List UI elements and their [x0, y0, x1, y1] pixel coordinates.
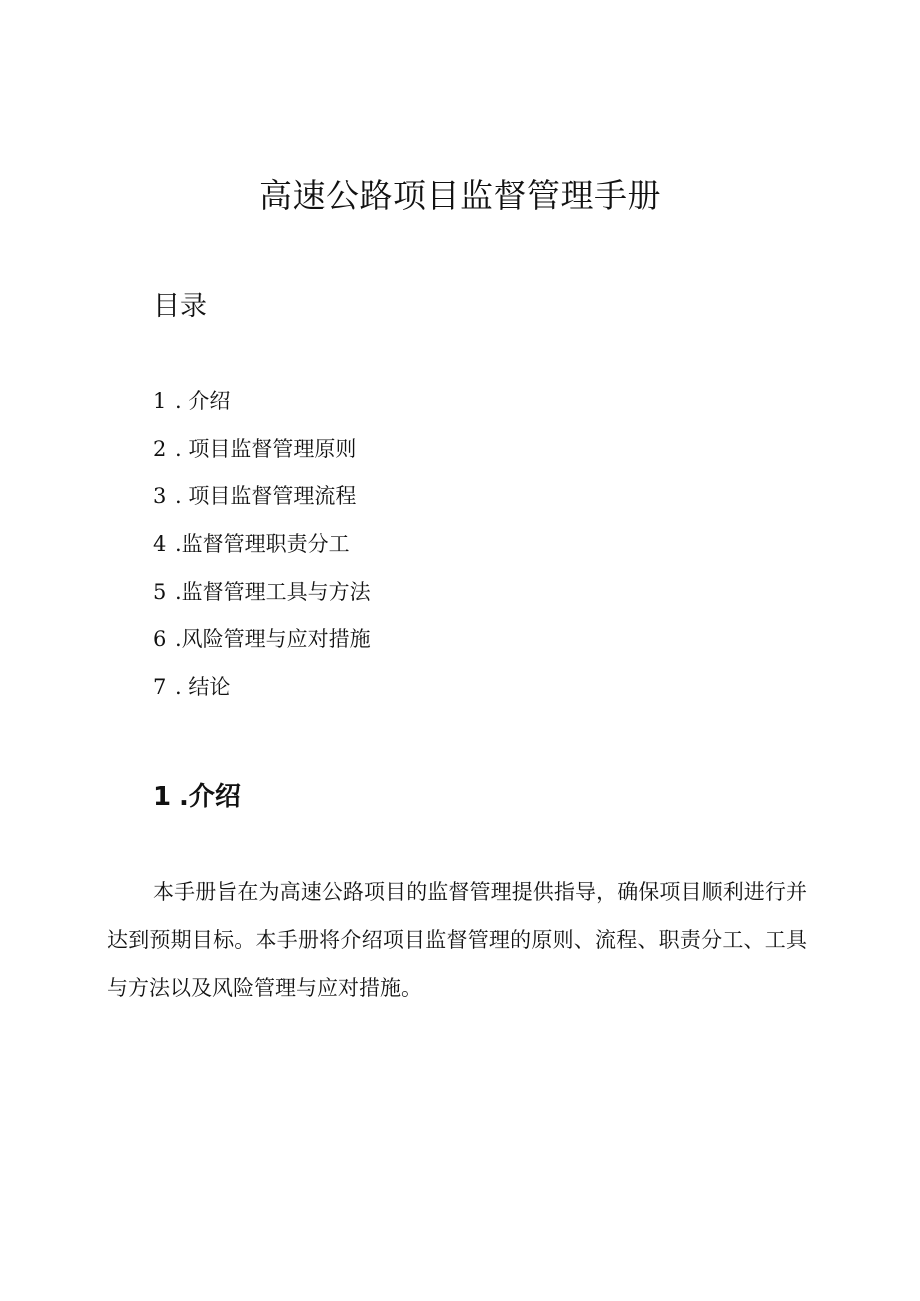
toc-item-risk-management [153, 622, 371, 670]
toc-item-label: .风险管理与应对措施 [175, 627, 371, 652]
toc-heading: 目录 [153, 291, 207, 322]
toc-item-number: 3 [153, 484, 167, 509]
toc-item-label: . 介绍 [175, 389, 231, 413]
table-of-contents [153, 384, 371, 718]
toc-item-tools-methods [153, 575, 371, 623]
toc-item-number: 5 [153, 579, 167, 604]
toc-item-label: . 项目监督管理原则 [175, 436, 357, 461]
toc-item-label: . 项目监督管理流程 [175, 484, 357, 509]
toc-item-number: 2 [153, 436, 167, 461]
toc-item-number: 6 [153, 627, 167, 652]
toc-item-principles [153, 432, 371, 480]
section-number: 1 [153, 782, 172, 812]
section-title: .介绍 [179, 782, 241, 812]
document-title: 高速公路项目监督管理手册 [259, 176, 661, 215]
toc-item-label: .监督管理工具与方法 [175, 579, 371, 604]
section-body-introduction: 本手册旨在为高速公路项目的监督管理提供指导，确保项目顺利进行并达到预期目标。本手册将介绍项目监督管理的原则、流程、职责分工、工具与方法以及风险管理与应对措施。 [107, 880, 807, 1000]
toc-item-label: .监督管理职责分工 [175, 532, 350, 557]
toc-item-conclusion [153, 670, 371, 718]
toc-item-responsibilities [153, 527, 371, 575]
toc-item-number: 7 [153, 675, 167, 700]
section-heading-introduction [153, 778, 241, 816]
toc-item-introduction [153, 384, 371, 432]
toc-item-number: 1 [153, 389, 167, 413]
toc-item-number: 4 [153, 532, 167, 557]
toc-item-process [153, 479, 371, 527]
toc-item-label: . 结论 [175, 675, 231, 700]
